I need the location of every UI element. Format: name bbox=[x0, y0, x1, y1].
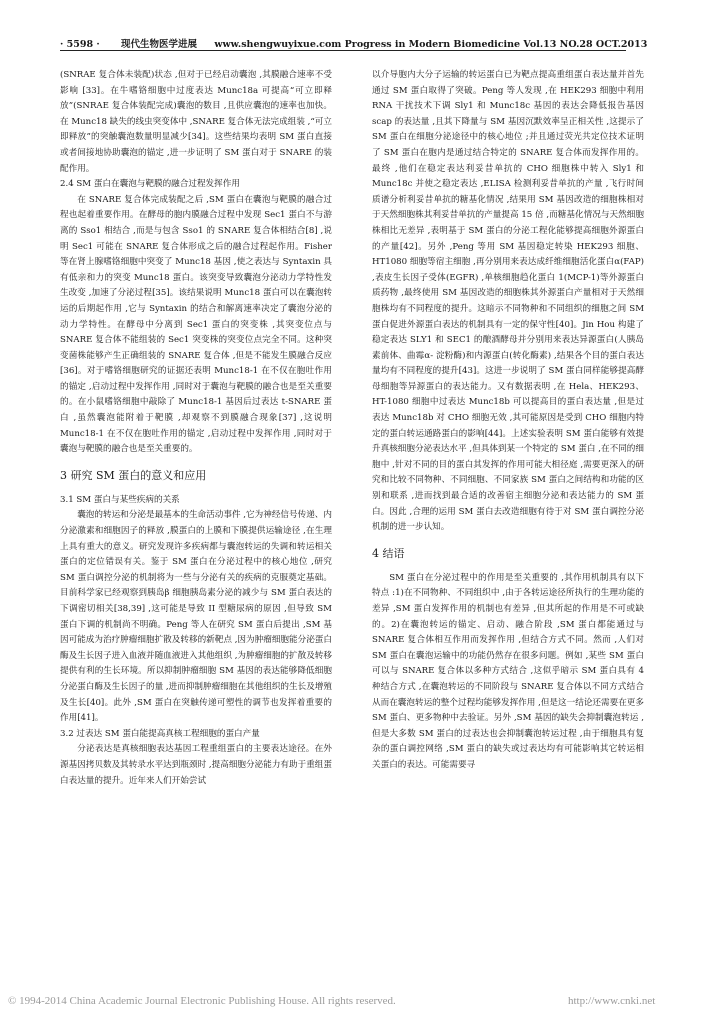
paragraph-protein-yield: 以介导胞内大分子运输的转运蛋白已为靶点提高重组蛋白表达量并首先通过 SM 蛋白取得了突破。Peng 等人发现 ,在 HEK293 细胞中利用 RNA 干扰技术下调 Sly1 和 Munc18c 基因的表达会降低报告基因 scap 的表达量 ,且其下降量与 SM 基因沉默效率呈正相关性 ,这提示了 SM 蛋白在细胞分泌途径中的核心地位 ;并且通过荧光共定位技术证明了 SM 蛋白在胞内是通过结合特定的 SNARE 复合体而发挥作用的。最终 ,他们在稳定表达利妥昔单抗的 CHO 细胞株中转入 Sly1 和 Munc18c 并使之稳定表达 ,ELISA 检测利妥昔单抗的产量 ,飞行时间质谱分析利妥昔单抗的糖基化情况 ,结果用 SM 基因改造的细胞株相对于天然细胞株其利妥昔单抗的产量提高 15 倍 ,而糖基化情况与天然细胞株相比无差异 ,表明基于 SM 蛋白的分泌工程化能够提高细胞外源蛋白的产量[42]。另外 ,Peng 等用 SM 基因稳定转染 HEK293 细胞、HT1080 细胞等宿主细胞 ,再分别用来表达成纤维细胞活化蛋白α(FAP) ,表皮生长因子受体(EGFR) ,单核细胞趋化蛋白 1(MCP-1)等外源蛋白质药物 ,最终使用 SM 基因改造的细胞株其外源蛋白产量相对于天然细胞株均有不同程度的提升。这暗示不同物种和不同组织的细胞之间 SM 蛋白促进外源蛋白表达的机制具有一定的保守性[40]。Jin Hou 构建了稳定表达 SLY1 和 SEC1 的酿酒酵母并分别用来表达异源蛋白(人胰岛素前体、曲霉α- 淀粉酶)和内源蛋白(转化酶素) ,结果各个目的蛋白表达量均有不同程度的提升[43]。这进一步说明了 SM 蛋白同样能够提高酵母细胞等异源蛋白的表达能力。又有数据表明 ,在 Hela、HEK293、HT-1080 细胞中过表达 Munc18b 可以提高目的蛋白表达量 ,但是过表达 Munc18b 对 CHO 细胞无效 ,其可能原因是受到 CHO 细胞内特定的蛋白转运通路蛋白的影响[44]。上述实验表明 SM 蛋白能够有效提升真核细胞分泌表达水平 ,但具体到某一个特定的 SM 蛋白 ,在不同的细胞中 ,针对不同的目的蛋白其发挥的作用可能大相径庭 ,需要更深入的研究和比较不同物种、不同细胞、不同家族 SM 蛋白之间结构和功能的区别和联系 ,进而找到最合适的改善宿主细胞分泌和表达能力的 SM 蛋白。因此 ,合理的运用 SM 蛋白去改造细胞有待于对 SM 蛋白调控分泌机制的进一步认知。 bbox=[372, 70, 644, 533]
section-heading-4: 4 结语 bbox=[372, 546, 405, 560]
section-heading-3-1: 3.1 SM 蛋白与某些疾病的关系 bbox=[60, 494, 180, 505]
paragraph-secretion-expression: 分泌表达是真核细胞表达基因工程重组蛋白的主要表达途径。在外源基因拷贝数及其转录水平达到瓶颈时 ,提高细胞分泌能力有助于重组蛋白表达量的提升。近年来人们开始尝试 bbox=[60, 744, 332, 786]
page-number: · 5598 · bbox=[60, 39, 100, 50]
paragraph-conclusion: SM 蛋白在分泌过程中的作用是至关重要的 ,其作用机制具有以下特点 :1)在不同物种、不同组织中 ,由于各转运途径所执行的生理功能的差异 ,SM 蛋白发挥作用的机制也有差异 ,但其所起的作用是不可或缺的。2)在囊泡转运的锚定、启动、融合阶段 ,SM 蛋白都能通过与 SNARE 复合体相互作用而发挥作用 ,但结合方式不同。然而 ,人们对 SM 蛋白在囊泡运输中的功能仍然存在很多问题。例如 ,某些 SM 蛋白可以与 SNARE 复合体以多种方式结合 ,这似乎暗示 SM 蛋白具有 4 种结合方式 ,在囊泡转运的不同阶段与 SNARE 复合体以不同方式结合从而在囊泡转运的整个过程均能够发挥作用 ,但是这一结论还需要在更多 SM 蛋白、更多物种中去验证。另外 ,SM 基因的缺失会抑制囊泡转运 ,但是大多数 SM 蛋白的过表达也会抑制囊泡转运过程 ,由于细胞具有复杂的蛋白调控网络 ,SM 蛋白的缺失或过表达均有可能影响其它转运相关蛋白的表达。可能需要寻 bbox=[372, 572, 644, 770]
journal-url-volume: www.shengwuyixue.com Progress in Modern Biomedicine Vol.13 NO.28 OCT.2013 bbox=[214, 39, 648, 50]
left-column bbox=[60, 68, 332, 993]
paragraph-membrane-fusion: 在 SNARE 复合体完成装配之后 ,SM 蛋白在囊泡与靶膜的融合过程也起着重要作用。在酵母的胞内膜融合过程中发现 Sec1 蛋白不与游离的 Sso1 相结合 ,而是与包含 Sso1 的 SNARE 复合体相结合[8] ,说明 Sec1 可能在 SNARE 复合体形成之后的融合过程起作用。Fisher 等在肾上腺嗜铬细胞中突变了 Munc18 基因 ,使之表达与 Syntaxin 具有低亲和力的突变 Munc18 蛋白。该突变导致囊泡分泌动力学特性发生改变 ,加速了分泌过程[35]。该结果说明 Munc18 蛋白可以在囊泡转运的后期起作用 ,它与 Syntaxin 的结合和解离速率决定了囊泡分泌的动力学特性。在酵母中分离到 Sec1 蛋白的突变株 ,其突变位点与 SNARE 复合体不能组装的 Sec1 突变株的突变位点完全不同。这种突变菌株能够产生正确组装的 SNARE 复合体 ,但是不能发生膜融合反应 [36]。对于嗜铬细胞研究的证据还表明 Munc18-1 在不仅在胞吐作用的锚定 ,启动过程中发挥作用 ,同时对于囊泡与靶膜的融合也是至关重要的。在小鼠嗜铬细胞中敲除了 Munc18-1 基因后过表达 t-SNARE 蛋白 ,虽然囊泡能附着于靶膜 ,却观察不到膜融合现象[37] ,这说明 Munc18-1 在不仅在胞吐作用的锚定 ,启动过程中发挥作用 ,同时对于囊泡与靶膜的融合也是至关重要的。 bbox=[60, 194, 332, 455]
section-heading-2-4: 2.4 SM 蛋白在囊泡与靶膜的融合过程发挥作用 bbox=[60, 179, 240, 190]
cnki-link[interactable]: http://www.cnki.net bbox=[568, 995, 656, 1007]
header-rule bbox=[60, 50, 626, 51]
paragraph-snare-assembly: (SNRAE 复合体未装配)状态 ,但对于已经启动囊泡 ,其膜融合速率不受影响 [33]。在牛嗜铬细胞中过度表达 Munc18a 可提高“可立即释放”(SNRAE 复合体装配完成)囊泡的数目 ,且供应囊泡的速率也加快。在 Munc18 缺失的线虫突变体中 ,SNARE 复合体无法完成组装 ,“可立即释放”的突触囊泡数量明显减少[34]。这些结果均表明 SM 蛋白直接或者间接地协助囊泡的锚定 ,进一步证明了 SM 蛋白对于 SNARE 的装配作用。 bbox=[60, 70, 332, 174]
paragraph-disease-relation: 囊泡的转运和分泌是最基本的生命活动事件 ,它为神经信号传递、内分泌激素和细胞因子的释放 ,膜蛋白的上膜和下膜提供运输途径 ,在生理上具有重大的意义。研究发现许多疾病都与囊泡转运的失调和转运相关蛋白的定位错误有关。鉴于 SM 蛋白在分泌过程中的核心地位 ,研究 SM 蛋白调控分泌的机制将为一些与分泌有关的疾病的克服奠定基础。目前科学家已经观察到胰岛β 细胞胰岛素分泌的减少与 SM 蛋白表达的下调密切相关[38,39] ,这可能是导致 II 型糖尿病的原因 ,但导致 SM 蛋白下调的机制尚不明确。Peng 等人在研究 SM 蛋白后提出 ,SM 基因可能成为治疗肿瘤细胞扩散及转移的新靶点 ,因为肿瘤细胞能分泌蛋白酶及生长因子进入血液并随血液进入其他组织 ,为肿瘤细胞的扩散及转移提供有利的生长环境。所以抑制肿瘤细胞 SM 基因的表达能够降低细胞分泌蛋白酶及生长因子的量 ,进而抑制肿瘤细胞在其他组织的生长及增殖及生长[40]。此外 ,SM 蛋白在突触传递可塑性的调节也发挥着重要的作用[41]。 bbox=[60, 510, 332, 724]
section-heading-3-2: 3.2 过表达 SM 蛋白能提高真核工程细胞的蛋白产量 bbox=[60, 728, 260, 739]
running-header bbox=[60, 36, 648, 50]
copyright-notice: © 1994-2014 China Academic Journal Electronic Publishing House. All rights reserved. bbox=[8, 995, 396, 1007]
right-column bbox=[372, 68, 644, 993]
section-heading-3: 3 研究 SM 蛋白的意义和应用 bbox=[60, 468, 207, 482]
journal-name: 现代生物医学进展 bbox=[120, 39, 197, 50]
